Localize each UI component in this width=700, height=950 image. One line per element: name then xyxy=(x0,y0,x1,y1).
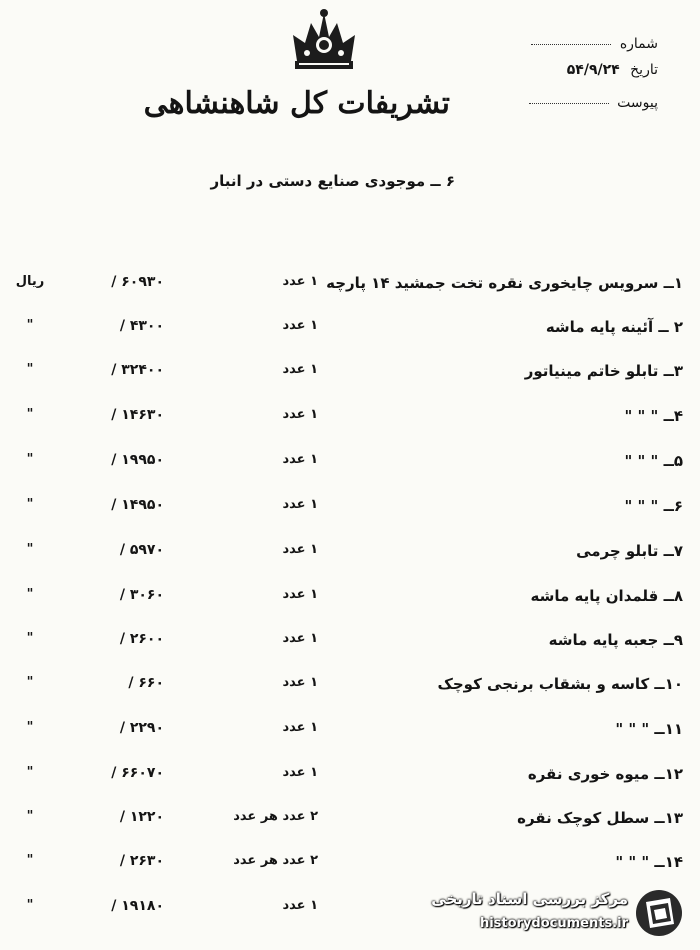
item-quantity: ۱ عدد xyxy=(282,362,318,377)
item-unit: " xyxy=(26,898,34,913)
item-description: ۷ــ تابلو چرمی xyxy=(576,542,683,560)
item-unit: " xyxy=(26,542,34,557)
item-price: ۱۲۲۰ / xyxy=(119,809,164,825)
item-price: ۲۶۰۰ / xyxy=(119,631,164,647)
item-description: ۲ ــ آئینه پایه ماشه xyxy=(545,318,683,336)
item-quantity: ۱ عدد xyxy=(282,631,318,646)
item-price: ۳۰۶۰ / xyxy=(119,587,164,603)
item-price: ۵۹۷۰ / xyxy=(119,542,164,558)
item-description: ۹ــ جعبه پایه ماشه xyxy=(548,631,683,649)
item-quantity: ۱ عدد xyxy=(282,318,318,333)
list-item xyxy=(0,318,700,348)
item-description: ۶ــ " " " xyxy=(624,497,683,515)
date-value: ۵۴/۹/۲۴ xyxy=(566,62,620,78)
item-description: ۴ــ " " " xyxy=(624,407,683,425)
list-item xyxy=(0,407,700,437)
item-unit: " xyxy=(26,809,34,824)
list-item xyxy=(0,720,700,750)
item-description: ۵ــ " " " xyxy=(624,452,683,470)
item-unit: " xyxy=(26,318,34,333)
item-quantity: ۱ عدد xyxy=(282,898,318,913)
item-unit: " xyxy=(26,587,34,602)
item-description: ۱۲ــ میوه خوری نقره xyxy=(527,765,683,783)
item-quantity: ۱ عدد xyxy=(282,452,318,467)
attachment-label: پیوست xyxy=(617,95,658,111)
item-unit: " xyxy=(26,452,34,467)
item-price: ۴۳۰۰ / xyxy=(119,318,164,334)
item-description: ۱۱ــ " " " xyxy=(615,720,683,738)
item-description: ۱۰ــ کاسه و بشقاب برنجی کوچک xyxy=(437,675,683,693)
list-item xyxy=(0,765,700,795)
item-price: ۲۶۳۰ / xyxy=(119,853,164,869)
item-quantity: ۲ عدد هر عدد xyxy=(233,853,318,868)
item-quantity: ۱ عدد xyxy=(282,407,318,422)
item-unit: " xyxy=(26,631,34,646)
list-item xyxy=(0,631,700,661)
number-field xyxy=(531,36,658,52)
item-quantity: ۱ عدد xyxy=(282,587,318,602)
section-heading: ۶ ــ موجودی صنایع دستی در انبار xyxy=(210,172,455,190)
date-field xyxy=(567,62,658,78)
list-item xyxy=(0,362,700,392)
number-blank xyxy=(531,43,611,45)
item-quantity: ۱ عدد xyxy=(282,765,318,780)
list-item xyxy=(0,809,700,839)
list-item xyxy=(0,497,700,527)
item-unit: " xyxy=(26,407,34,422)
organization-name: تشریفات کل شاهنشاهی xyxy=(143,86,450,121)
item-description: ۱ــ سرویس چایخوری نقره تخت جمشید ۱۴ پارچه xyxy=(326,274,683,292)
crown-emblem-icon xyxy=(283,5,365,73)
item-unit: " xyxy=(26,675,34,690)
list-item xyxy=(0,853,700,883)
watermark xyxy=(418,884,690,944)
item-price: ۱۴۹۵۰ / xyxy=(111,497,164,513)
item-price: ۱۹۱۸۰ / xyxy=(111,898,164,914)
item-price: ۱۴۶۳۰ / xyxy=(111,407,164,423)
list-item xyxy=(0,542,700,572)
item-unit: " xyxy=(26,497,34,512)
list-item xyxy=(0,587,700,617)
item-description: ۸ــ قلمدان پایه ماشه xyxy=(530,587,683,605)
item-unit: " xyxy=(26,853,34,868)
item-unit: " xyxy=(26,362,34,377)
item-unit: " xyxy=(26,765,34,780)
item-price: ۱۹۹۵۰ / xyxy=(111,452,164,468)
item-description: ۱۴ــ " " " xyxy=(615,853,683,871)
watermark-url: historydocuments.ir xyxy=(479,916,628,931)
date-label: تاریخ xyxy=(630,62,658,78)
item-quantity: ۱ عدد xyxy=(282,274,318,289)
item-description: ۱۳ــ سطل کوچک نقره xyxy=(517,809,683,827)
item-description: ۳ــ تابلو خاتم مینیاتور xyxy=(524,362,683,380)
item-quantity: ۲ عدد هر عدد xyxy=(233,809,318,824)
item-unit: ریال xyxy=(15,274,45,289)
item-quantity: ۱ عدد xyxy=(282,675,318,690)
archive-logo-icon xyxy=(634,888,684,938)
item-price: ۲۲۹۰ / xyxy=(119,720,164,736)
attachment-field xyxy=(529,95,658,111)
item-quantity: ۱ عدد xyxy=(282,542,318,557)
item-price: ۶۶۰۷۰ / xyxy=(111,765,164,781)
item-price: ۶۰۹۳۰ / xyxy=(111,274,164,290)
number-label: شماره xyxy=(619,36,658,52)
item-quantity: ۱ عدد xyxy=(282,720,318,735)
list-item xyxy=(0,452,700,482)
item-price: ۶۶۰ / xyxy=(128,675,164,691)
item-quantity: ۱ عدد xyxy=(282,497,318,512)
attachment-blank xyxy=(529,102,609,104)
watermark-title: مرکز بررسی اسناد تاریخی xyxy=(431,890,628,908)
item-price: ۳۲۴۰۰ / xyxy=(111,362,164,378)
list-item xyxy=(0,274,700,304)
list-item xyxy=(0,675,700,705)
item-unit: " xyxy=(26,720,34,735)
